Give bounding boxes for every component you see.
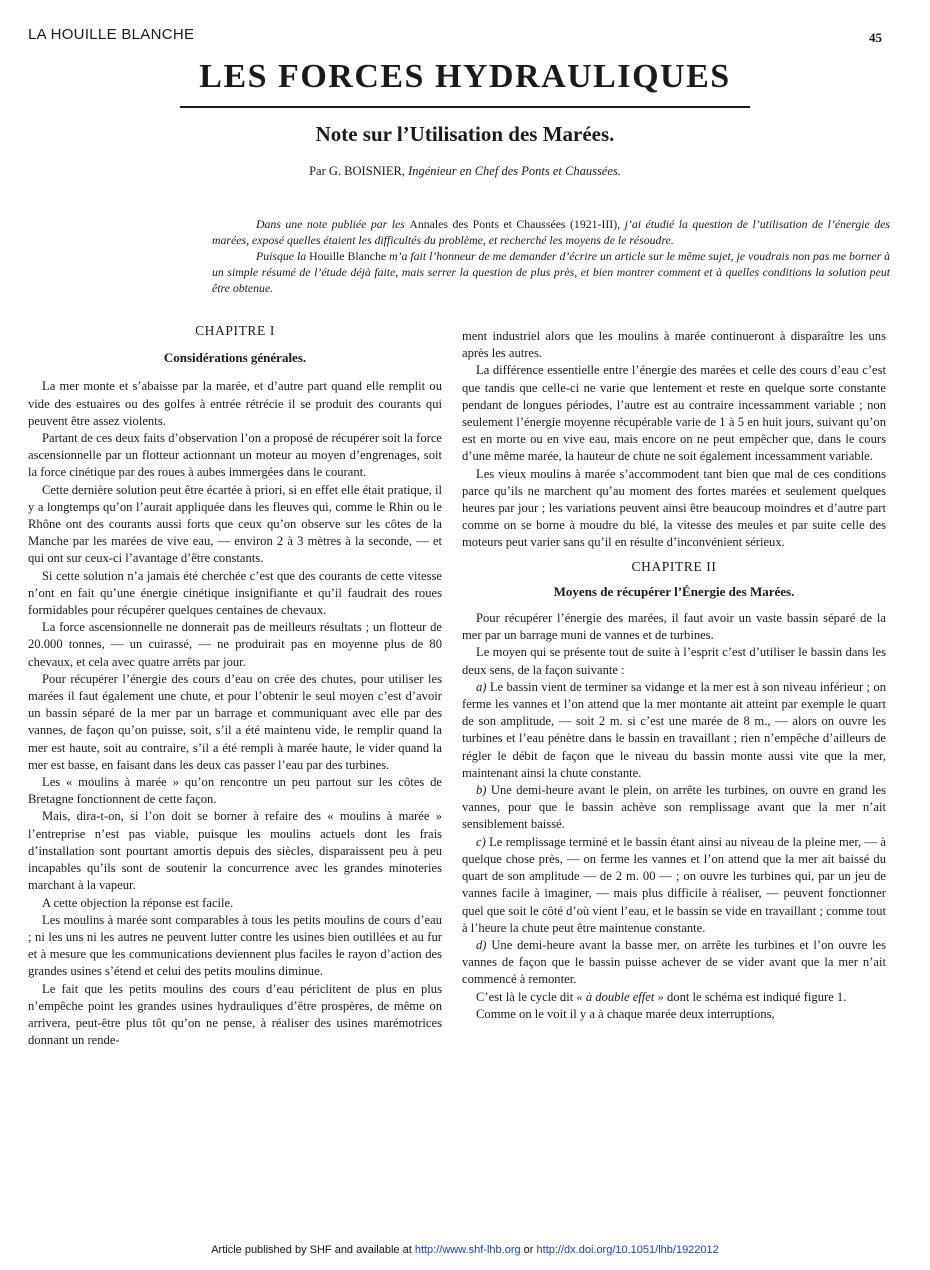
intro-paragraph-1: Dans une note publiée par les Annales des Ponts et Chaussées (1921-III), j’ai étudié la question de l’utilisation de l’énergie des marées, exposé quelles étaient les difficultés du problème, et recherché les moyens de le résoudre.	[212, 217, 890, 247]
body-paragraph: Les « moulins à marée » qu’on rencontre un peu partout sur les côtes de Bretagne fonctionnent de cette façon.	[28, 775, 442, 807]
body-paragraph: Pour récupérer l’énergie des marées, il faut avoir un vaste bassin séparé de la mer par un barrage muni de vannes et de turbines.	[462, 611, 886, 643]
page-title: LES FORCES HYDRAULIQUES	[199, 58, 731, 95]
chapter-2-heading: CHAPITRE II	[631, 558, 717, 574]
list-item-label: d)	[476, 937, 487, 952]
footer-link-shf[interactable]: http://www.shf-lhb.org	[414, 1244, 521, 1256]
body-paragraph: A cette objection la réponse est facile.	[42, 895, 234, 910]
body-paragraph: La force ascensionnelle ne donnerait pas de meilleurs résultats ; un flotteur de 20.000 tonnes, — un cuirassé, — ne produirait pas en moyenne plus de 80 chevaux, et cela avec quatre arrêts par jour.	[28, 620, 442, 669]
running-head-journal: LA HOUILLE BLANCHE	[28, 26, 195, 43]
body-paragraph-continuation: ment industriel alors que les moulins à marée continueront à disparaître les uns après les autres.	[462, 329, 886, 361]
list-item-label: b)	[476, 783, 487, 798]
list-item-label: a)	[476, 679, 487, 694]
byline-author: Par G. BOISNIER,	[309, 164, 405, 178]
list-item-label: c)	[476, 834, 486, 849]
intro-paragraph-2: Puisque la Houille Blanche m’a fait l’honneur de me demander d’écrire un article sur le même sujet, je voudrais non pas me borner à un simple résumé de l’étude déjà faite, mais serrer la question de plus près, et bien montrer comment et à quelles conditions la solution peut être obtenue.	[212, 249, 891, 295]
list-item: b) Une demi-heure avant le plein, on arrête les turbines, on ouvre en grand les vannes, pour que le bassin achève son remplissage avant que la mer n’ait sensiblement baissé.	[462, 783, 886, 832]
body-paragraph: La différence essentielle entre l’énergie des marées et celle des cours d’eau c’est que tandis que celle-ci ne varie que lentement et reste en quelque sorte constante pendant de longues périodes, l’autre est au contraire incessamment variable ; non seulement l’énergie moyenne récupérable varie de 1 à 5 en huit jours, suivant qu’on est en morte ou en vive eau, mais encore on ne peut empêcher que, dans le cours d’une même marée, la hauteur de chute ne soit également incessamment variable.	[462, 363, 886, 464]
list-item: c) Le remplissage terminé et le bassin étant ainsi au niveau de la pleine mer, — à quelque chose près, — on ferme les vannes et l’on attend que la mer ait baissé du quart de son amplitude — de 2 m. 00 — ; on ouvre les turbines qui, par un jeu de vannes facile à imaginer, — mais plus difficile à réaliser, — peuvent fonctionner quel que soit le côté d’où vient l’eau, et le bassin se vide en travaillant ; comme tout à l’heure la chute peut être maintenue constante.	[462, 834, 887, 935]
body-paragraph: Comme on le voit il y a à chaque marée deux interruptions,	[476, 1006, 775, 1021]
list-item: a) Le bassin vient de terminer sa vidange et la mer est à son niveau inférieur ; on ferme les vannes et l’on attend que la mer montante ait atteint par exemple le quart de son amplitude, — soit 2 m. si c’est une marée de 8 m., — alors on ouvre les turbines et l’eau pénètre dans le bassin en travaillant ; rien n’empêche d’ailleurs de régler le débit de façon que le niveau du bassin monte aussi vite que la mer, maintenant ainsi la chute constante.	[462, 679, 886, 780]
body-paragraph: Si cette solution n’a jamais été cherchée c’est que des courants de cette vitesse n’ont en fait qu’une énergie cinétique insignifiante et qu’il faudrait des roues formidables pour récupérer quelques centaines de chevaux.	[28, 568, 442, 618]
body-paragraph: Les vieux moulins à marée s’accommodent tant bien que mal de ces conditions parce qu’ils ne marchent qu’au moment des fortes marées et seulement quelques heures par jour ; les variations peuvent ainsi être beaucoup moindres et d’autre part comme on se borne à moudre du blé, la vitesse des meules et par suite celle des moteurs peut varier sans qu’il en résulte d’inconvénient sérieux.	[462, 466, 886, 550]
left-column	[28, 322, 442, 1049]
article-subtitle: Note sur l’Utilisation des Marées.	[315, 122, 615, 146]
chapter-1-section-title: Considérations générales.	[163, 350, 307, 366]
right-column	[462, 328, 886, 1023]
body-paragraph: C’est là le cycle dit « à double effet » dont le schéma est indiqué figure 1.	[476, 989, 847, 1004]
title-rule	[180, 106, 750, 108]
body-paragraph: Les moulins à marée sont comparables à tous les petits moulins de cours d’eau ; ni les uns ni les autres ne peuvent lutter contre les usines bien outillées et au fur et à mesure que les communications deviennent plus faciles le rayon d’action des grandes usines s’étend et celui des petits moulins diminue.	[28, 912, 442, 979]
chapter-1-heading: CHAPITRE I	[195, 323, 275, 338]
footer-link-doi[interactable]: http://dx.doi.org/10.1051/lhb/1922012	[536, 1244, 719, 1256]
body-paragraph: Le fait que les petits moulins des cours d’eau périclitent de plus en plus n’empêche point les grandes usines hydrauliques d’être prospères, de même on arrivera, peut-être plus tôt qu’on ne pense, à réaliser des usines marémotrices donnant un rende-	[28, 981, 442, 1048]
body-paragraph: Mais, dira-t-on, si l’on doit se borner à refaire des « moulins à marée » l’entreprise n’est pas viable, puisque les moulins actuels dont les frais d’installation sont pourtant amortis depuis des siècles, disparaissent peu à peu incapables qu’ils sont de soutenir la concurrence avec les grandes minoteries marchant à la vapeur.	[28, 809, 442, 893]
body-paragraph: Partant de ces deux faits d’observation l’on a proposé de récupérer soit la force ascensionnelle par un flotteur actionnant un moteur au moyen d’engrenages, soit la force cinétique par des roues à aubes immergées dans le courant.	[28, 431, 442, 480]
intro-abstract	[212, 216, 890, 296]
byline	[0, 164, 930, 179]
footer-credit: Article published by SHF and available at http://www.shf-lhb.org or http://dx.doi.org/10.1051/lhb/1922012	[211, 1244, 719, 1256]
body-paragraph: Pour récupérer l’énergie des cours d’eau on crée des chutes, pour utiliser les marées il faut également une chute, et pour l’obtenir le seul moyen c’est d’avoir un bassin séparé de la mer par un barrage et communiquant avec elle par des vannes, de façon qu’on puisse, soit, s’il a été maintenu vide, le remplir quand la mer est haute, soit au contraire, s’il a été rempli à marée haute, le vider quand la mer est basse, en faisant dans les deux cas passer l’eau par des turbines.	[28, 671, 442, 772]
body-paragraph: Le moyen qui se présente tout de suite à l’esprit c’est d’utiliser le bassin dans les deux sens, de la façon suivante :	[462, 645, 886, 677]
body-paragraph: La mer monte et s’abaisse par la marée, et d’autre part quand elle remplit ou vide des estuaires ou des golfes à entrée rétrécie il se produit des courants qui peuvent être assez violents.	[28, 379, 442, 428]
list-item: d) Une demi-heure avant la basse mer, on arrête les turbines et l’on ouvre les vannes de façon que le bassin puisse achever de se vider avant que la mer n’ait commencé à remonter.	[462, 937, 887, 987]
body-paragraph: Cette dernière solution peut être écartée à priori, si en effet elle était pratique, il y a longtemps qu’on l’aurait appliquée dans les fleuves qui, comme le Rhin ou le Rhône ont des courants aussi forts que ceux qu’on observe sur les côtes de la Manche par les marées de vive eau, — environ 2 à 3 mètres à la seconde, — et qui ont sur ceux-ci l’avantage d’être constants.	[28, 482, 442, 566]
byline-role: Ingénieur en Chef des Ponts et Chaussées.	[408, 164, 621, 178]
chapter-2-section-title: Moyens de récupérer l’Énergie des Marées.	[553, 583, 795, 599]
page-number: 45	[869, 30, 882, 45]
